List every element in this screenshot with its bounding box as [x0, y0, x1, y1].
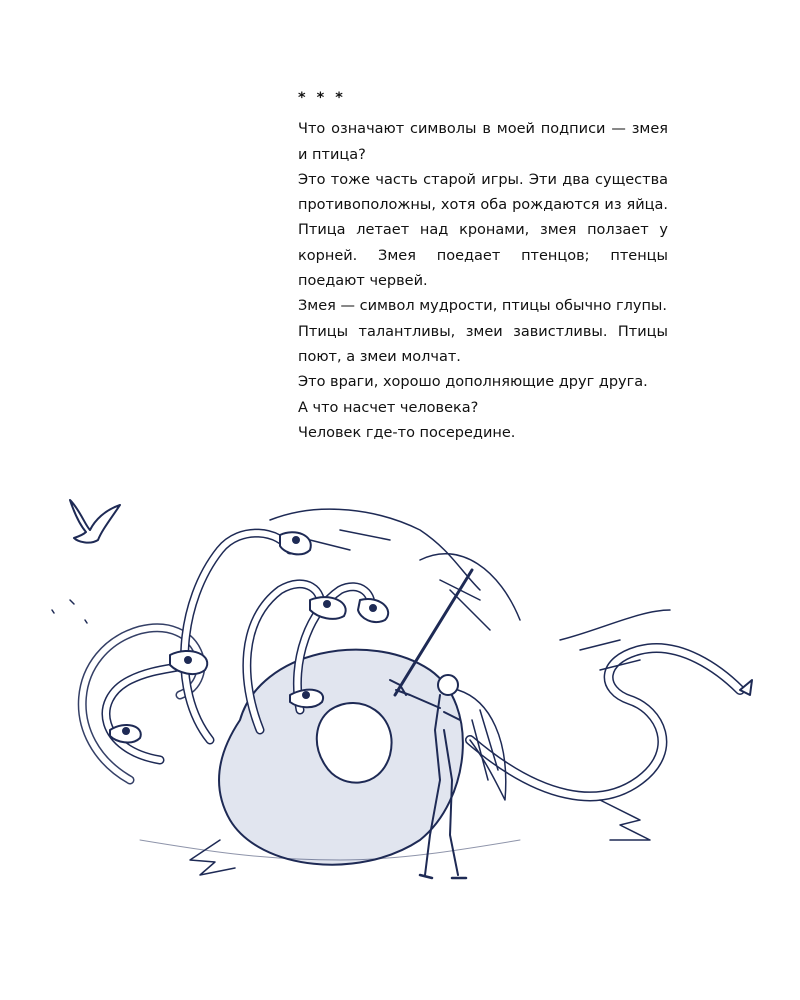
hydra-drawing: [40, 480, 770, 920]
dragon-foot-left: [190, 840, 235, 875]
paragraph-human-middle: Человек где-то посередине.: [298, 424, 516, 441]
section-separator: * * *: [298, 90, 346, 106]
paragraph-question-human: А что насчет человека?: [298, 399, 479, 416]
paragraph-question-symbols: Что означают символы в моей подписи — змея и птица?: [298, 121, 668, 163]
paragraph-old-game: Это тоже часть старой игры. Эти два существа противоположны, хотя оба рождаются из яйца. Птица летает над кронами, змея ползает у корней. Змея поедает птенцов; птенцы поедают червей.: [298, 171, 668, 290]
paragraph-talent: Птицы талантливы, змеи завистливы. Птицы поют, а змеи молчат.: [298, 323, 668, 365]
paragraph-wisdom: Змея — символ мудрости, птицы обычно глупы.: [298, 298, 667, 315]
paragraph-enemies: Это враги, хорошо дополняющие друг друга.: [298, 374, 648, 391]
dragon-foot-right: [600, 800, 650, 840]
serpent-tail: [470, 648, 740, 796]
illustration-hydra-and-angel: [40, 480, 770, 920]
text-block: [298, 86, 668, 446]
dove-bird: [70, 500, 120, 543]
egg-hollow: [317, 703, 392, 783]
